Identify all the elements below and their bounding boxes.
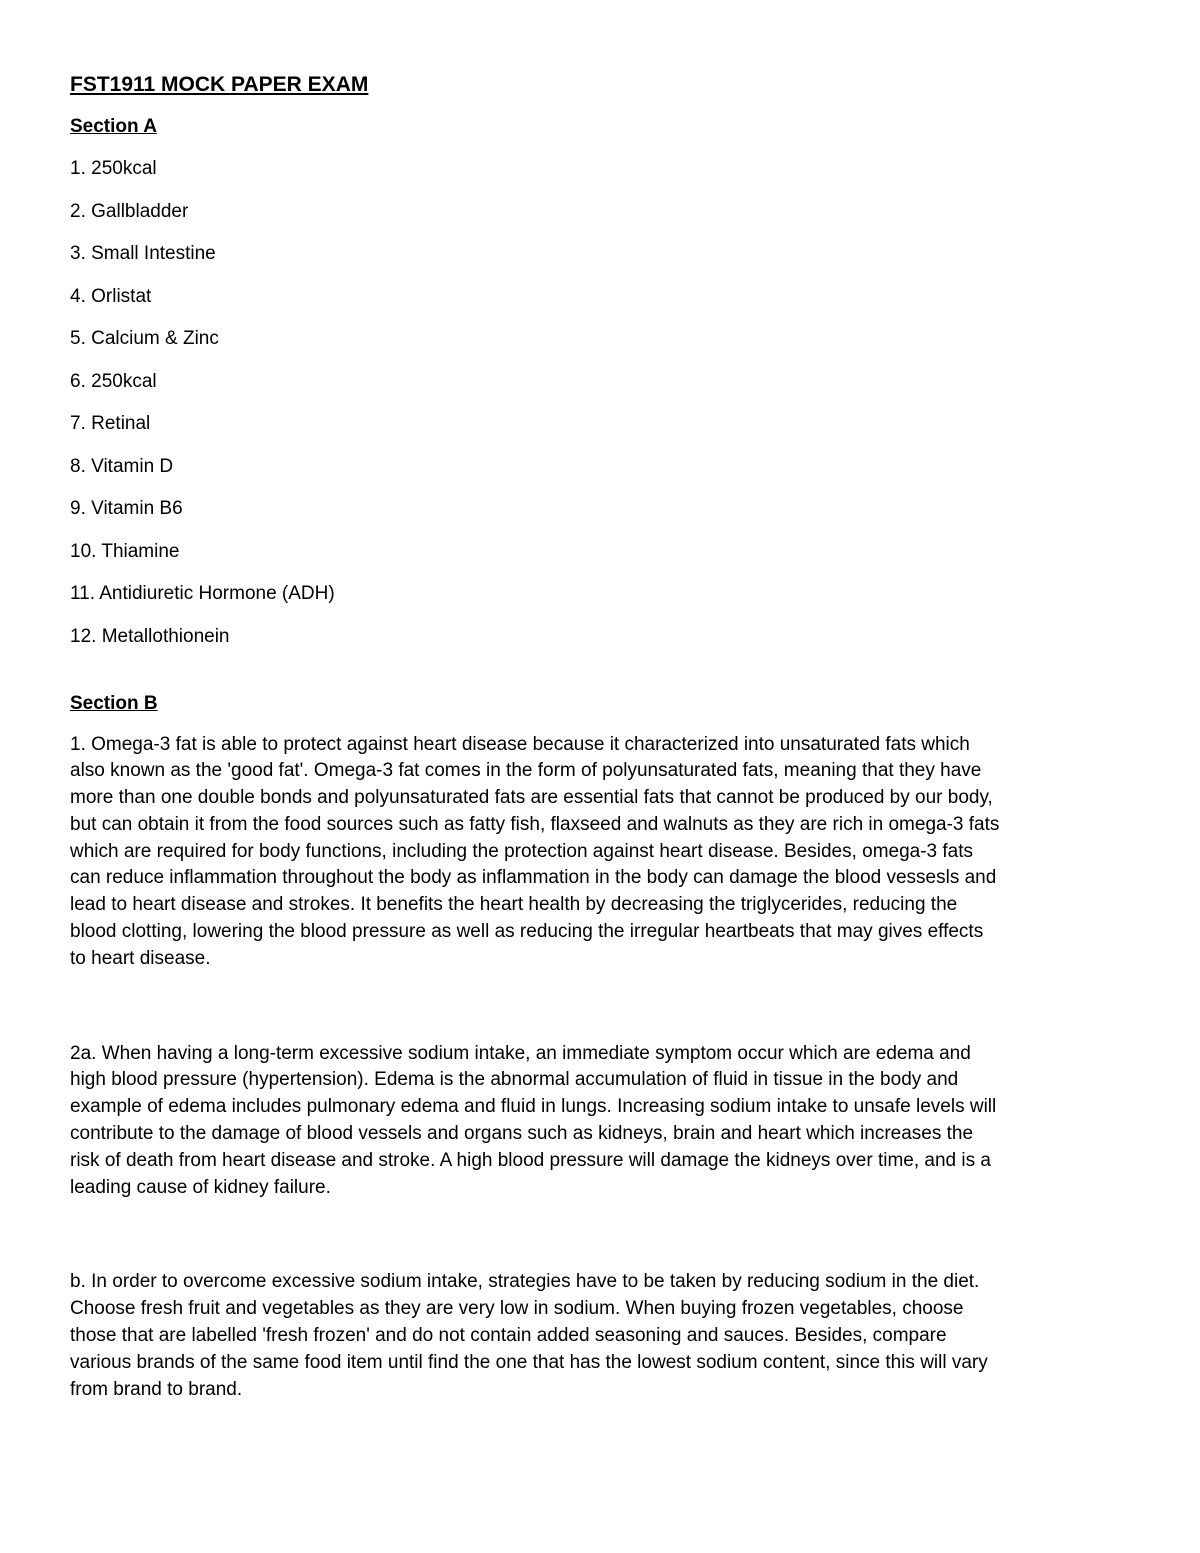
document-page <box>70 72 1132 1403</box>
answer-item: 3. Small Intestine <box>70 243 216 264</box>
answer-item: 5. Calcium & Zinc <box>70 328 219 349</box>
answer-item: 2. Gallbladder <box>70 200 189 222</box>
answer-item: 12. Metallothionein <box>70 625 230 647</box>
answer-item: 4. Orlistat <box>70 285 152 307</box>
answer-item: 10. Thiamine <box>70 540 180 562</box>
section-b-heading: Section B <box>70 692 158 714</box>
document-title: FST1911 MOCK PAPER EXAM <box>70 73 369 96</box>
answer-item: 7. Retinal <box>70 413 151 434</box>
answer-item: 6. 250kcal <box>70 370 157 392</box>
answer-item: 9. Vitamin B6 <box>70 498 183 519</box>
section-a-answer-list <box>70 157 1132 649</box>
section-b-answer-2a: 2a. When having a long-term excessive sodium intake, an immediate symptom occur which are edema and high blood pressure (hypertension). Edema is the abnormal accumulation of fluid in tissue in the body and example of edema includes pulmonary edema and fluid in lungs. Increasing sodium intake to unsafe levels will contribute to the damage of blood vessels and organs such as kidneys, brain and heart which increases the risk of death from heart disease and stroke. A high blood pressure will damage the kidneys over time, and is a leading cause of kidney failure. <box>70 1042 997 1198</box>
answer-item: 11. Antidiuretic Hormone (ADH) <box>70 583 335 604</box>
section-b-answer-1: 1. Omega-3 fat is able to protect against heart disease because it characterized into unsaturated fats which also known as the 'good fat'. Omega-3 fat comes in the form of polyunsaturated fats, meaning that they have more than one double bonds and polyunsaturated fats are essential fats that cannot be produced by our body, but can obtain it from the food sources such as fatty fish, flaxseed and walnuts as they are rich in omega-3 fats which are required for body functions, including the protection against heart disease. Besides, omega-3 fats can reduce inflammation throughout the body as inflammation in the body can damage the blood vessesls and lead to heart disease and strokes. It benefits the heart health by decreasing the triglycerides, reducing the blood clotting, lowering the blood pressure as well as reducing the irregular heartbeats that may gives effects to heart disease. <box>70 733 1000 969</box>
answer-item: 1. 250kcal <box>70 158 157 179</box>
section-b-answer-2b: b. In order to overcome excessive sodium intake, strategies have to be taken by reducing sodium in the diet. Choose fresh fruit and vegetables as they are very low in sodium. When buying frozen vegetables, choose those that are labelled 'fresh frozen' and do not contain added seasoning and sauces. Besides, compare various brands of the same food item until find the one that has the lowest sodium content, since this will vary from brand to brand. <box>70 1271 988 1400</box>
answer-item: 8. Vitamin D <box>70 455 174 477</box>
section-a-heading: Section A <box>70 116 157 137</box>
